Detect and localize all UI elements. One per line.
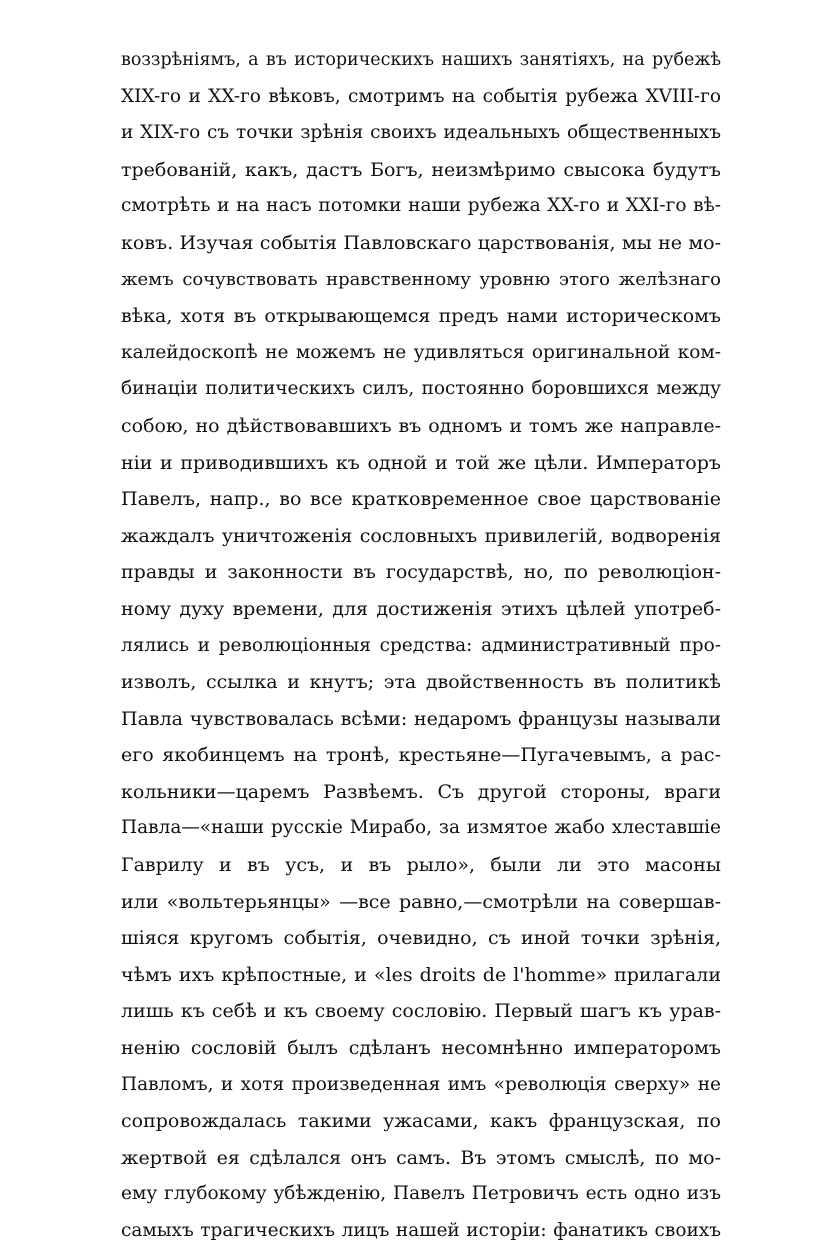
text-line: XIX-го и XX-го вѣковъ, смотримъ на событія рубежа XVIII-го — [121, 85, 721, 107]
text-line: жертвой ея сдѣлался онъ самъ. Въ этомъ смыслѣ, по мо- — [121, 1146, 721, 1169]
text-line: ненію сословій былъ сдѣланъ несомнѣнно императоромъ — [121, 1037, 721, 1060]
text-line: самыхъ трагическихъ лицъ нашей исторіи: фанатикъ своихъ — [121, 1220, 721, 1241]
text-line: Павелъ, напр., во все кратковременное свое царствованіе — [121, 488, 721, 511]
text-line: сопровождалась такими ужасами, какъ французская, по — [121, 1110, 721, 1133]
text-line: Павломъ, и хотя произведенная имъ «революція сверху» не — [121, 1073, 721, 1095]
text-line: лишь къ себѣ и къ своему сословію. Первый шагъ къ урав- — [121, 1000, 721, 1023]
text-line: Павла чувствовалась всѣми: недаромъ французы называли — [121, 707, 721, 730]
text-line: кольники—царемъ Развѣемъ. Съ другой стороны, враги — [121, 780, 721, 803]
text-line: изволъ, ссылка и кнутъ; эта двойственность въ политикѣ — [121, 671, 721, 694]
text-line: Павла—«наши русскіе Мирабо, за измятое жабо хлеставшіе — [121, 817, 721, 839]
text-line: вѣка, хотя въ открывающемся предъ нами историческомъ — [121, 305, 721, 328]
text-line: Гаврилу и въ усъ, и въ рыло», были ли это масоны — [121, 854, 721, 877]
body-text — [121, 42, 721, 1250]
text-line: правды и законности въ государствѣ, но, по революціон- — [121, 561, 721, 584]
text-line: шіяся кругомъ событія, очевидно, съ иной точки зрѣнія, — [121, 927, 721, 950]
text-line: ному духу времени, для достиженія этихъ цѣлей употреб- — [121, 597, 721, 620]
text-line: смотрѣть и на насъ потомки наши рубежа XX-го и XXI-го вѣ- — [121, 195, 721, 217]
text-line: его якобинцемъ на тронѣ, крестьяне—Пугачевымъ, а рас- — [121, 744, 721, 767]
text-line: требованій, какъ, дастъ Богъ, неизмѣримо свысока будутъ — [121, 158, 721, 181]
text-line: чѣмъ ихъ крѣпостные, и «les droits de l'homme» прилагали — [121, 963, 721, 986]
text-line: калейдоскопѣ не можемъ не удивляться оригинальной ком- — [121, 341, 721, 363]
text-line: бинаціи политическихъ силъ, постоянно боровшихся между — [121, 378, 721, 400]
text-line: ковъ. Изучая событія Павловскаго царствованія, мы не мо- — [121, 231, 721, 254]
text-line: ніи и приводившихъ къ одной и той же цѣли. Императоръ — [121, 451, 721, 474]
text-line: собою, но дѣйствовавшихъ въ одномъ и томъ же направле- — [121, 414, 721, 437]
text-line: и XIX-го съ точки зрѣнія своихъ идеальныхъ общественныхъ — [121, 122, 721, 144]
text-line: жаждалъ уничтоженія сословныхъ привилегій, водворенія — [121, 524, 721, 547]
text-line: или «вольтерьянцы» —все равно,—смотрѣли на совершав- — [121, 890, 721, 913]
text-line: жемъ сочувствовать нравственному уровню этого желѣзнаго — [121, 268, 721, 290]
text-line: воззрѣніямъ, а въ историческихъ нашихъ занятіяхъ, на рубежѣ — [121, 50, 721, 70]
text-line: лялись и революціонныя средства: административный про- — [121, 634, 721, 656]
text-line: ему глубокому убѣжденію, Павелъ Петровичъ есть одно изъ — [121, 1183, 721, 1205]
